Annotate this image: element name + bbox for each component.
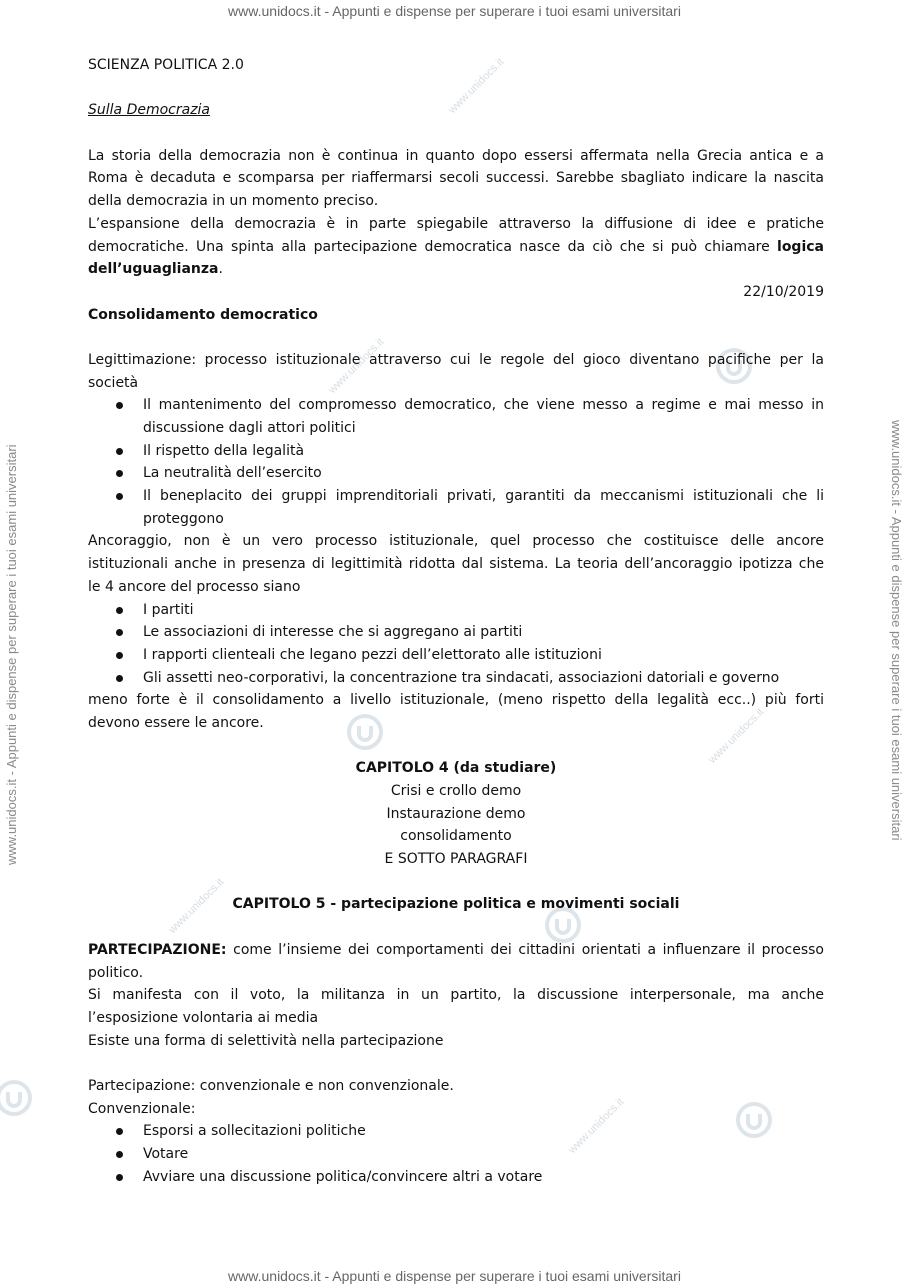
list-item-continuation: proteggono <box>143 510 224 527</box>
bullet-icon <box>116 470 123 477</box>
bullet-icon <box>116 493 123 500</box>
watermark-diagonal: www.unidocs.it <box>326 336 387 396</box>
paragraph-line: l’esposizione volontaria ai media <box>88 1009 319 1026</box>
paragraph-line: La storia della democrazia non è continua in quanto dopo essersi affermata nella Grecia antica e a <box>88 147 824 164</box>
list-item: Il mantenimento del compromesso democratico, che viene messo a regime e mai messo in <box>88 394 824 417</box>
document-title: SCIENZA POLITICA 2.0 <box>88 57 244 73</box>
paragraph-line: meno forte è il consolidamento a livello istituzionale, (meno rispetto della legalità ecc..) più forti <box>88 692 824 709</box>
paragraph-line: Ancoraggio, non è un vero processo istituzionale, quel processo che costituisce delle ancore <box>88 533 824 550</box>
paragraph-line: politico. <box>88 964 144 981</box>
watermark-side-right: www.unidocs.it - Appunti e dispense per superare i tuoi esami universitari <box>889 420 904 841</box>
paragraph-line: Legittimazione: processo istituzionale attraverso cui le regole del gioco diventano pacifiche per la <box>88 351 824 368</box>
paragraph-line: democratiche. Una spinta alla partecipazione democratica nasce da ciò che si può chiamare logica <box>88 238 824 255</box>
paragraph-line: Convenzionale: <box>88 1100 196 1117</box>
section-heading-democrazia: Sulla Democrazia <box>88 102 211 119</box>
list-item: I rapporti clienteali che legano pezzi dell’elettorato alle istituzioni <box>88 644 824 667</box>
watermark-side-left: www.unidocs.it - Appunti e dispense per superare i tuoi esami universitari <box>4 444 19 865</box>
list-item: Gli assetti neo-corporativi, la concentrazione tra sindacati, associazioni datoriali e governo <box>88 667 824 690</box>
bullet-icon <box>116 448 123 455</box>
list-item: Il beneplacito dei gruppi imprenditoriali privati, garantiti da meccanismi istituzionali che li <box>88 485 824 508</box>
watermark-diagonal: www.unidocs.it <box>566 1096 627 1156</box>
document-page <box>88 54 824 1188</box>
watermark-diagonal: www.unidocs.it <box>446 56 507 116</box>
date-label: 22/10/2019 <box>743 283 824 300</box>
bullet-icon <box>116 1128 123 1135</box>
watermark-bottom: www.unidocs.it - Appunti e dispense per superare i tuoi esami universitari <box>228 1268 681 1284</box>
watermark-top: www.unidocs.it - Appunti e dispense per superare i tuoi esami universitari <box>228 3 681 19</box>
list-item: Le associazioni di interesse che si aggregano ai partiti <box>88 621 824 644</box>
paragraph-line: Roma è decaduta e scomparsa per riaffermarsi secoli successi. Sarebbe sbagliato indicare la nascita <box>88 170 824 187</box>
chapter-4-line: E SOTTO PARAGRAFI <box>384 851 528 868</box>
paragraph-line: Esiste una forma di selettività nella partecipazione <box>88 1032 444 1049</box>
paragraph-line: istituzionali anche in presenza di legittimità ridotta dal sistema. La teoria dell’ancoraggio ipotizza che <box>88 556 824 573</box>
bold-term: dell’uguaglianza <box>88 261 219 278</box>
chapter-5-title: CAPITOLO 5 - partecipazione politica e movimenti sociali <box>232 896 680 913</box>
paragraph-line: Partecipazione: convenzionale e non convenzionale. <box>88 1077 454 1094</box>
paragraph-line: dell’uguaglianza. <box>88 261 223 278</box>
bullet-icon <box>116 629 123 636</box>
bullet-icon <box>116 1174 123 1181</box>
paragraph-line: della democrazia in un momento preciso. <box>88 193 379 210</box>
chapter-4-line: Instaurazione demo <box>386 805 526 822</box>
watermark-diagonal: www.unidocs.it <box>166 876 227 936</box>
paragraph-line: devono essere le ancore. <box>88 714 264 731</box>
list-item: Votare <box>88 1143 824 1166</box>
list-item-continuation: discussione dagli attori politici <box>143 420 356 436</box>
bullet-icon <box>116 675 123 682</box>
list-item: Esporsi a sollecitazioni politiche <box>88 1120 824 1143</box>
watermark-diagonal: www.unidocs.it <box>706 706 767 766</box>
unidocs-logo-icon <box>0 1078 34 1118</box>
chapter-4-line: Crisi e crollo demo <box>390 783 522 799</box>
paragraph-line: società <box>88 374 139 391</box>
list-item: Avviare una discussione politica/convincere altri a votare <box>88 1166 824 1189</box>
list-item: Il rispetto della legalità <box>88 440 824 463</box>
section-heading-consolidamento: Consolidamento democratico <box>88 306 318 323</box>
chapter-4-line: consolidamento <box>400 828 512 845</box>
chapter-4-title: CAPITOLO 4 (da studiare) <box>355 760 557 777</box>
list-item: I partiti <box>88 599 824 622</box>
bold-term: logica <box>777 238 824 255</box>
bullet-icon <box>116 607 123 614</box>
bullet-icon <box>116 402 123 409</box>
paragraph-line: PARTECIPAZIONE: come l’insieme dei comportamenti dei cittadini orientati a influenzare il processo <box>88 941 824 958</box>
bullet-icon <box>116 652 123 659</box>
paragraph-line: L’espansione della democrazia è in parte spiegabile attraverso la diffusione di idee e pratiche <box>88 215 824 232</box>
list-item: La neutralità dell’esercito <box>88 462 824 485</box>
paragraph-line: Si manifesta con il voto, la militanza in un partito, la discussione interpersonale, ma anche <box>88 987 824 1004</box>
paragraph-line: le 4 ancore del processo siano <box>88 578 301 595</box>
bold-term: PARTECIPAZIONE: <box>88 941 227 958</box>
bullet-icon <box>116 1151 123 1158</box>
